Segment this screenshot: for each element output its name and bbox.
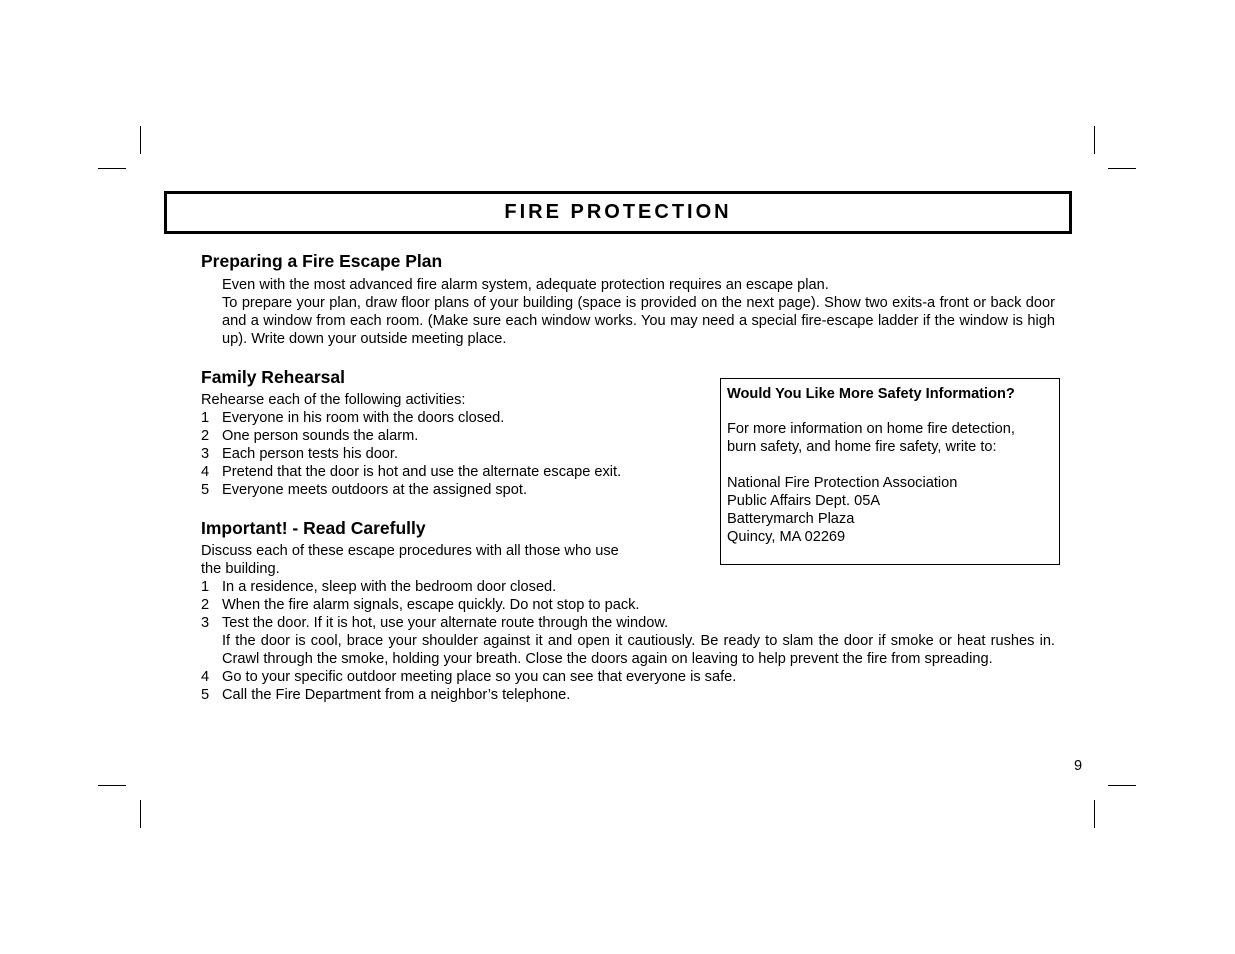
- list-item-number: 4: [201, 669, 210, 685]
- rehearsal-heading: Family Rehearsal: [201, 367, 345, 387]
- list-item-text: Everyone meets outdoors at the assigned spot.: [222, 482, 528, 498]
- list-item-number: 5: [201, 687, 210, 703]
- crop-mark: [1094, 126, 1095, 154]
- escape-plan-heading: Preparing a Fire Escape Plan: [201, 251, 443, 271]
- address-line: Public Affairs Dept. 05A: [727, 493, 881, 509]
- list-item-text: In a residence, sleep with the bedroom door closed.: [222, 579, 557, 595]
- safety-info-text: For more information on home fire detection,: [727, 421, 1015, 437]
- list-item-text: Test the door. If it is hot, use your alternate route through the window.: [222, 615, 669, 631]
- safety-info-text: burn safety, and home fire safety, write to:: [727, 439, 997, 455]
- list-item: [201, 614, 1056, 668]
- list-item-number: 1: [201, 579, 210, 595]
- list-item-text: Call the Fire Department from a neighbor’s telephone.: [222, 687, 571, 703]
- list-item-number: 4: [201, 464, 210, 480]
- crop-mark: [1108, 168, 1136, 169]
- crop-mark: [98, 168, 126, 169]
- list-item: [201, 445, 701, 463]
- list-item-number: 2: [201, 428, 210, 444]
- list-item-text: When the fire alarm signals, escape quickly. Do not stop to pack.: [222, 597, 640, 613]
- crop-mark: [140, 800, 141, 828]
- important-intro: Discuss each of these escape procedures with all those who use: [201, 543, 619, 559]
- list-item-text: One person sounds the alarm.: [222, 428, 419, 444]
- important-intro-cont: the building.: [201, 561, 280, 577]
- crop-mark: [1094, 800, 1095, 828]
- page-title-box: [164, 191, 1072, 234]
- list-item: [201, 481, 701, 499]
- escape-plan-paragraph: To prepare your plan, draw floor plans of your building (space is provided on the next page). Show two exits-a front or back door and a window from each room. (Make sure each window works. You may need a special fire-escape ladder if the window is high up). Write down your outside meeting place.: [222, 295, 1055, 347]
- page-number: 9: [1074, 758, 1083, 774]
- crop-mark: [140, 126, 141, 154]
- rehearsal-intro: Rehearse each of the following activities:: [201, 392, 466, 408]
- important-heading: Important! - Read Carefully: [201, 518, 426, 538]
- escape-plan-line: Even with the most advanced fire alarm system, adequate protection requires an escape plan.: [222, 277, 829, 293]
- safety-info-box: [720, 378, 1060, 565]
- list-item: [201, 463, 701, 481]
- list-item: [201, 409, 701, 427]
- list-item: [201, 596, 1056, 614]
- list-item-text: Each person tests his door.: [222, 446, 399, 462]
- list-item-number: 5: [201, 482, 210, 498]
- list-item-number: 1: [201, 410, 210, 426]
- page-title: FIRE PROTECTION: [504, 201, 732, 223]
- list-item-text: Everyone in his room with the doors closed.: [222, 410, 505, 426]
- crop-mark: [1108, 785, 1136, 786]
- address-line: Batterymarch Plaza: [727, 511, 855, 527]
- list-item-detail: If the door is cool, brace your shoulder against it and open it cautiously. Be ready to slam the door if smoke or heat rushes in. Crawl through the smoke, holding your breath. Close the doors again on leaving to help prevent the fire from spreading.: [222, 633, 1055, 667]
- list-item-number: 2: [201, 597, 210, 613]
- safety-info-title: Would You Like More Safety Information?: [727, 386, 1015, 402]
- address-line: Quincy, MA 02269: [727, 529, 846, 545]
- list-item-text: Pretend that the door is hot and use the alternate escape exit.: [222, 464, 622, 480]
- list-item-number: 3: [201, 446, 210, 462]
- list-item: [201, 427, 701, 445]
- list-item: [201, 578, 1056, 596]
- important-list: [201, 578, 1056, 704]
- address-line: National Fire Protection Association: [727, 475, 958, 491]
- list-item-text: Go to your specific outdoor meeting place so you can see that everyone is safe.: [222, 669, 737, 685]
- list-item: [201, 668, 1056, 686]
- list-item: [201, 686, 1056, 704]
- list-item-number: 3: [201, 615, 210, 631]
- crop-mark: [98, 785, 126, 786]
- rehearsal-list: [201, 409, 701, 499]
